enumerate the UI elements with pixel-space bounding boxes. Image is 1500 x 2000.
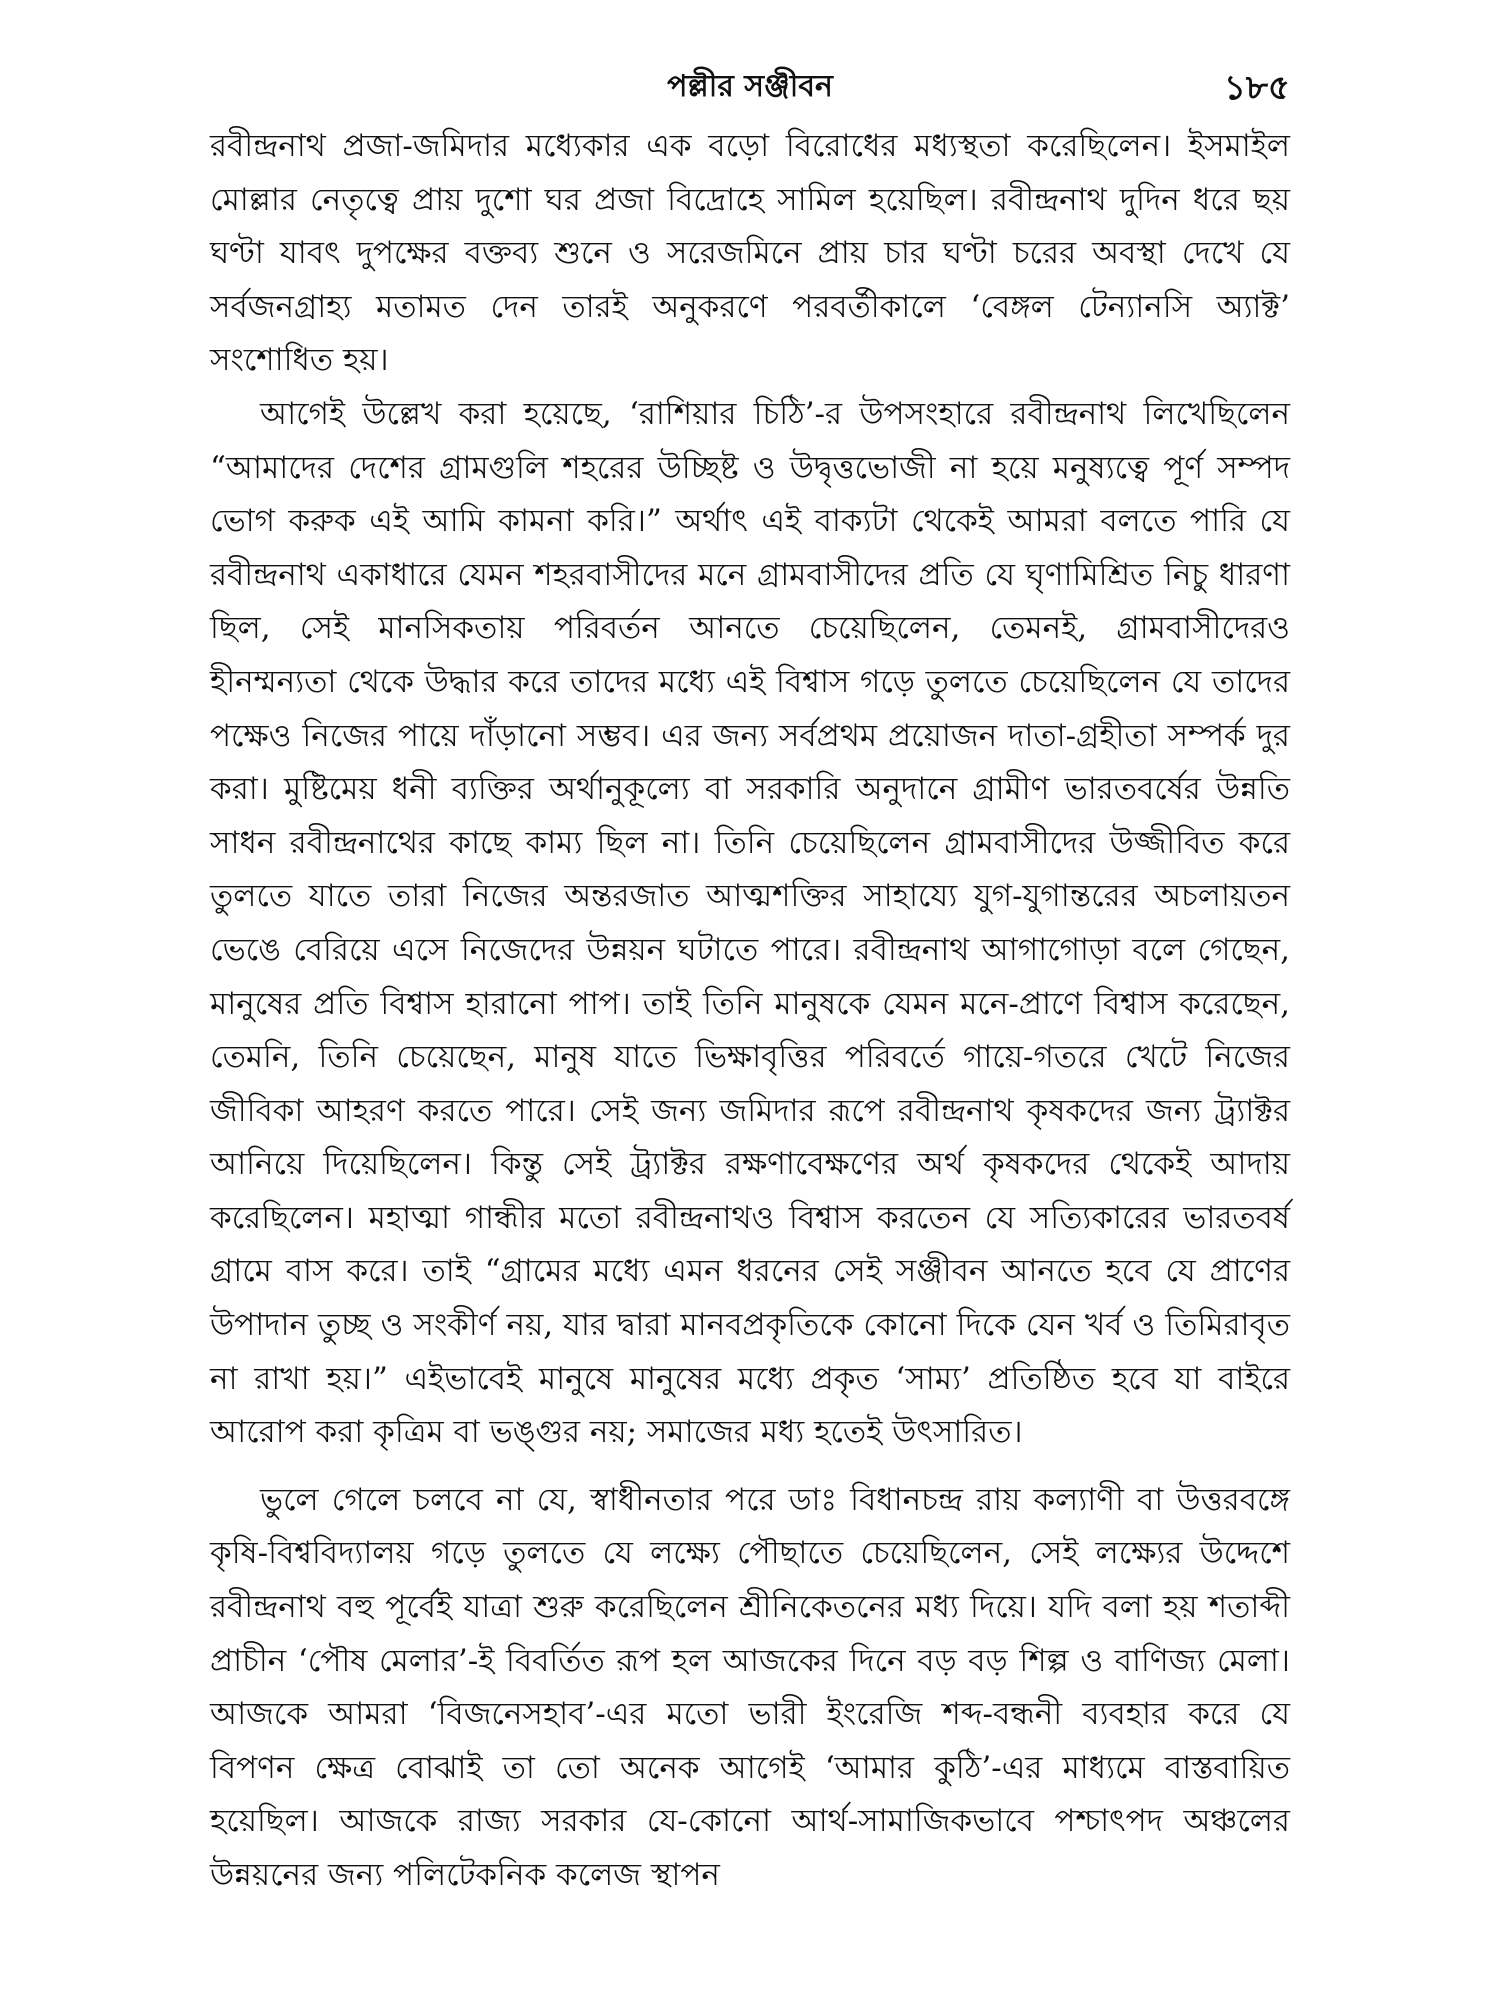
body-text [210, 120, 1290, 1903]
page-number: ১৮৫ [1223, 68, 1290, 108]
paragraph-1: রবীন্দ্রনাথ প্রজা-জমিদার মধ্যেকার এক বড়ো বিরোধের মধ্যস্থতা করেছিলেন। ইসমাইল মোল্লার নেতৃত্বে প্রায় দুশো ঘর প্রজা বিদ্রোহে সামিল হয়েছিল। রবীন্দ্রনাথ দুদিন ধরে ছয় ঘণ্টা যাবৎ দুপক্ষের বক্তব্য শুনে ও সরেজমিনে প্রায় চার ঘণ্টা চরের অবস্থা দেখে যে সর্বজনগ্রাহ্য মতামত দেন তারই অনুকরণে পরবর্তীকালে ‘বেঙ্গল টেন্যানসি অ্যাক্ট’ সংশোধিত হয়। [210, 128, 1290, 379]
paragraph-3: ভুলে গেলে চলবে না যে, স্বাধীনতার পরে ডাঃ বিধানচন্দ্র রায় কল্যাণী বা উত্তরবঙ্গে কৃষি-বিশ্ববিদ্যালয় গড়ে তুলতে যে লক্ষ্যে পৌছাতে চেয়েছিলেন, সেই লক্ষ্যের উদ্দেশে রবীন্দ্রনাথ বহু পূর্বেই যাত্রা শুরু করেছিলেন শ্রীনিকেতনের মধ্য দিয়ে। যদি বলা হয় শতাব্দী প্রাচীন ‘পৌষ মেলার’-ই বিবর্তিত রূপ হল আজকের দিনে বড় বড় শিল্প ও বাণিজ্য মেলা। আজকে আমরা ‘বিজনেসহাব’-এর মতো ভারী ইংরেজি শব্দ-বন্ধনী ব্যবহার করে যে বিপণন ক্ষেত্র বোঝাই তা তো অনেক আগেই ‘আমার কুঠি’-এর মাধ্যমে বাস্তবায়িত হয়েছিল। আজকে রাজ্য সরকার যে-কোনো আর্থ-সামাজিকভাবে পশ্চাৎপদ অঞ্চলের উন্নয়নের জন্য পলিটেকনিক কলেজ স্থাপন [210, 1481, 1290, 1893]
paragraph-2: আগেই উল্লেখ করা হয়েছে, ‘রাশিয়ার চিঠি’-র উপসংহারে রবীন্দ্রনাথ লিখেছিলেন “আমাদের দেশের গ্রামগুলি শহরের উচ্ছিষ্ট ও উদ্বৃত্তভোজী না হয়ে মনুষ্যত্বে পূর্ণ সম্পদ ভোগ করুক এই আমি কামনা করি।” অর্থাৎ এই বাক্যটা থেকেই আমরা বলতে পারি যে রবীন্দ্রনাথ একাধারে যেমন শহরবাসীদের মনে গ্রামবাসীদের প্রতি যে ঘৃণামিশ্রিত নিচু ধারণা ছিল, সেই মানসিকতায় পরিবর্তন আনতে চেয়েছিলেন, তেমনই, গ্রামবাসীদেরও হীনম্মন্যতা থেকে উদ্ধার করে তাদের মধ্যে এই বিশ্বাস গড়ে তুলতে চেয়েছিলেন যে তাদের পক্ষেও নিজের পায়ে দাঁড়ানো সম্ভব। এর জন্য সর্বপ্রথম প্রয়োজন দাতা-গ্রহীতা সম্পর্ক দুর করা। মুষ্টিমেয় ধনী ব্যক্তির অর্থানুকূল্যে বা সরকারি অনুদানে গ্রামীণ ভারতবর্ষের উন্নতি সাধন রবীন্দ্রনাথের কাছে কাম্য ছিল না। তিনি চেয়েছিলেন গ্রামবাসীদের উজ্জীবিত করে তুলতে যাতে তারা নিজের অন্তরজাত আত্মশক্তির সাহায্যে যুগ-যুগান্তরের অচলায়তন ভেঙে বেরিয়ে এসে নিজেদের উন্নয়ন ঘটাতে পারে। রবীন্দ্রনাথ আগাগোড়া বলে গেছেন, মানুষের প্রতি বিশ্বাস হারানো পাপ। তাই তিনি মানুষকে যেমন মনে-প্রাণে বিশ্বাস করেছেন, তেমনি, তিনি চেয়েছেন, মানুষ যাতে ভিক্ষাবৃত্তির পরিবর্তে গায়ে-গতরে খেটে নিজের জীবিকা আহরণ করতে পারে। সেই জন্য জমিদার রূপে রবীন্দ্রনাথ কৃষকদের জন্য ট্র্যাক্টর আনিয়ে দিয়েছিলেন। কিন্তু সেই ট্র্যাক্টর রক্ষণাবেক্ষণের অর্থ কৃষকদের থেকেই আদায় করেছিলেন। মহাত্মা গান্ধীর মতো রবীন্দ্রনাথও বিশ্বাস করতেন যে সত্যিকারের ভারতবর্ষ গ্রামে বাস করে। তাই “গ্রামের মধ্যে এমন ধরনের সেই সঞ্জীবন আনতে হবে যে প্রাণের উপাদান তুচ্ছ ও সংকীর্ণ নয়, যার দ্বারা মানবপ্রকৃতিকে কোনো দিকে যেন খর্ব ও তিমিরাবৃত না রাখা হয়।” এইভাবেই মানুষে মানুষের মধ্যে প্রকৃত ‘সাম্য’ প্রতিষ্ঠিত হবে যা বাইরে আরোপ করা কৃত্রিম বা ভঙ্গুর নয়; সমাজের মধ্য হতেই উৎসারিত। [210, 395, 1290, 1451]
page-header [210, 62, 1290, 112]
running-title: পল্লীর সঞ্জীবন [667, 69, 833, 104]
